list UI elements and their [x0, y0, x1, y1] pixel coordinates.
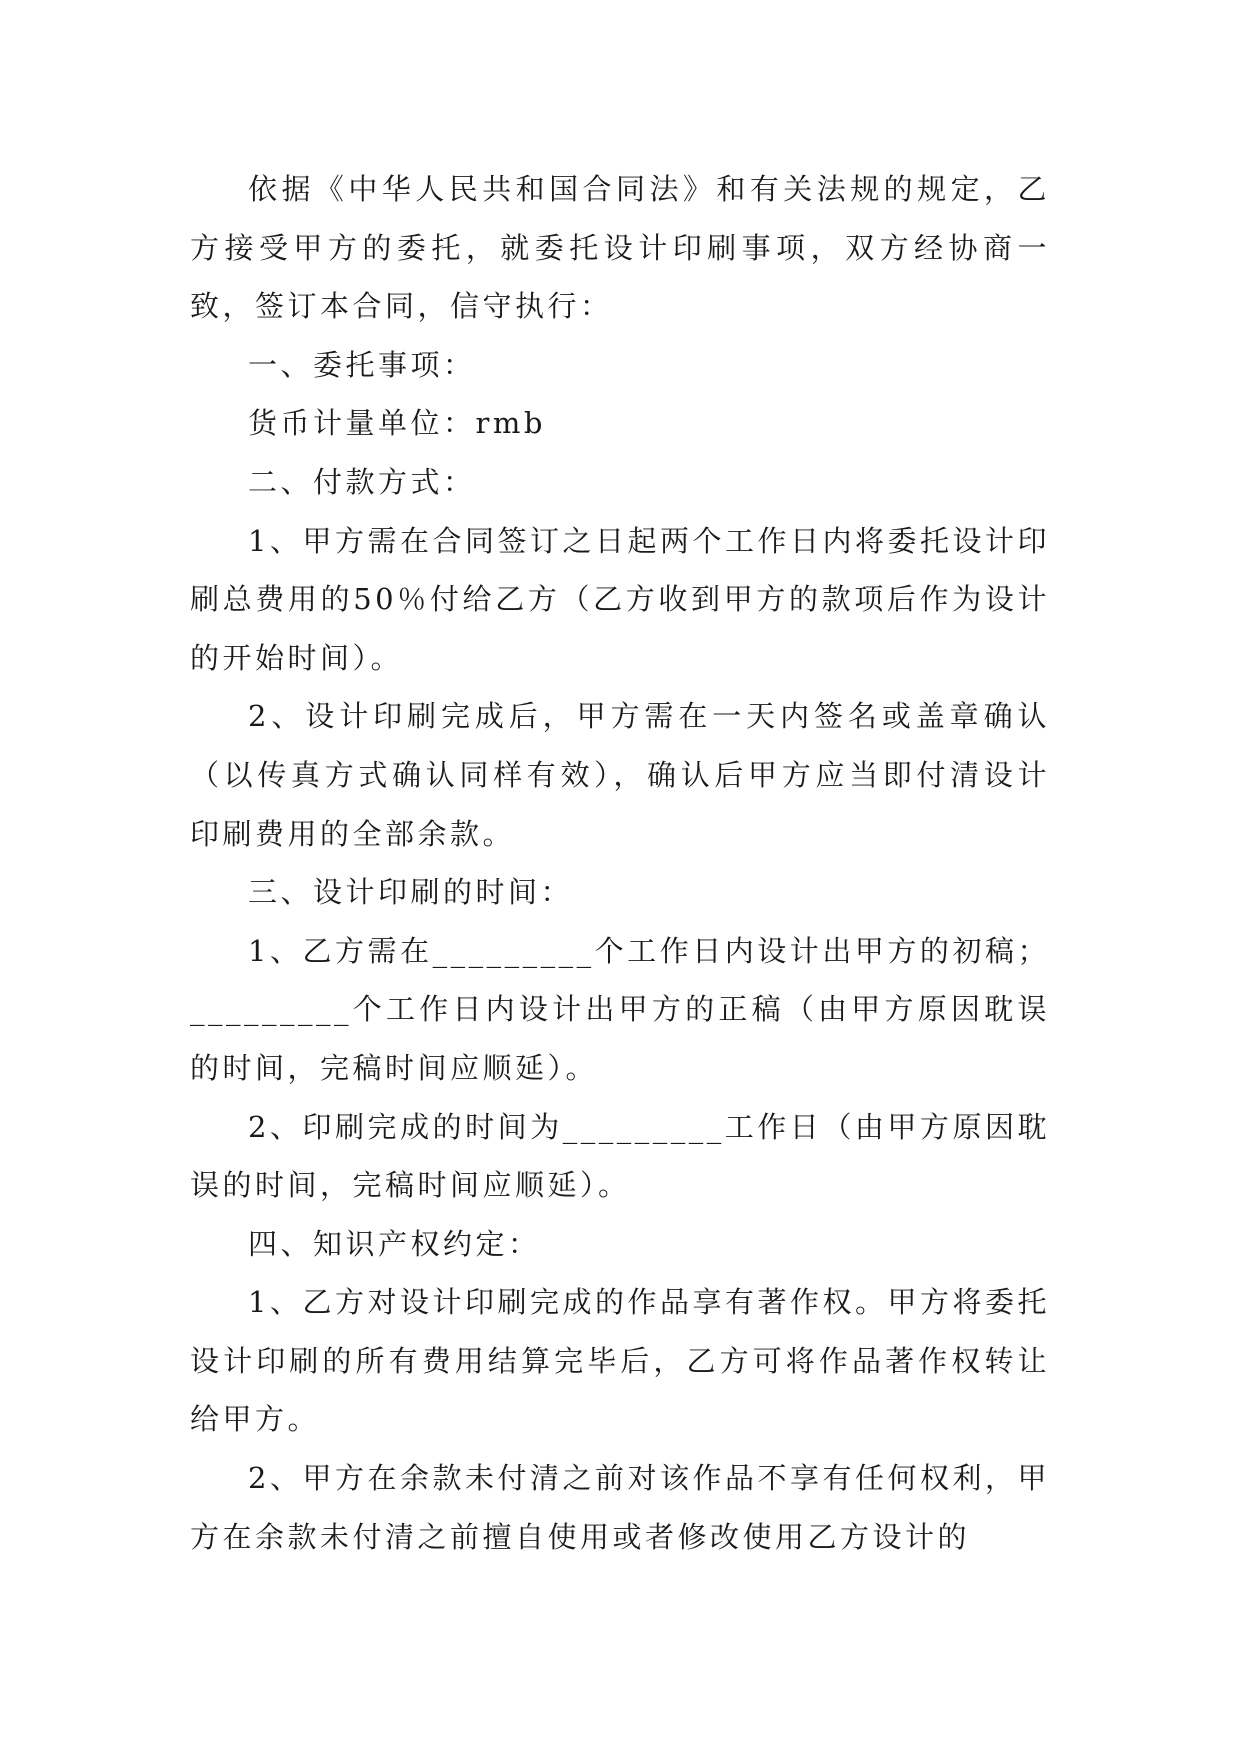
time-clause-1: 1、乙方需在_________个工作日内设计出甲方的初稿；_________个工作日内设计出甲方的正稿（由甲方原因耽误的时间，完稿时间应顺延）。 — [190, 933, 1050, 1085]
currency-unit-paragraph: 货币计量单位：rmb — [248, 406, 546, 441]
ip-clause-2: 2、甲方在余款未付清之前对该作品不享有任何权利，甲方在余款未付清之前擅自使用或者修改使用乙方设计的 — [190, 1461, 1050, 1554]
payment-clause-2: 2、设计印刷完成后，甲方需在一天内签名或盖章确认（以传真方式确认同样有效），确认后甲方应当即付清设计印刷费用的全部余款。 — [190, 699, 1050, 851]
document-body — [190, 160, 1050, 1566]
time-clause-2: 2、印刷完成的时间为_________工作日（由甲方原因耽误的时间，完稿时间应顺延）。 — [190, 1109, 1050, 1203]
section-1-heading: 一、委托事项： — [248, 347, 476, 382]
section-2-heading: 二、付款方式： — [248, 464, 476, 499]
payment-clause-1: 1、甲方需在合同签订之日起两个工作日内将委托设计印刷总费用的50％付给乙方（乙方收到甲方的款项后作为设计的开始时间）。 — [190, 523, 1050, 675]
intro-paragraph: 依据《中华人民共和国合同法》和有关法规的规定，乙方接受甲方的委托，就委托设计印刷事项，双方经协商一致，签订本合同，信守执行： — [190, 172, 1050, 324]
section-3-heading: 三、设计印刷的时间： — [248, 875, 574, 910]
ip-clause-1: 1、乙方对设计印刷完成的作品享有著作权。甲方将委托设计印刷的所有费用结算完毕后，乙方可将作品著作权转让给甲方。 — [190, 1285, 1050, 1437]
section-4-heading: 四、知识产权约定： — [248, 1226, 541, 1261]
